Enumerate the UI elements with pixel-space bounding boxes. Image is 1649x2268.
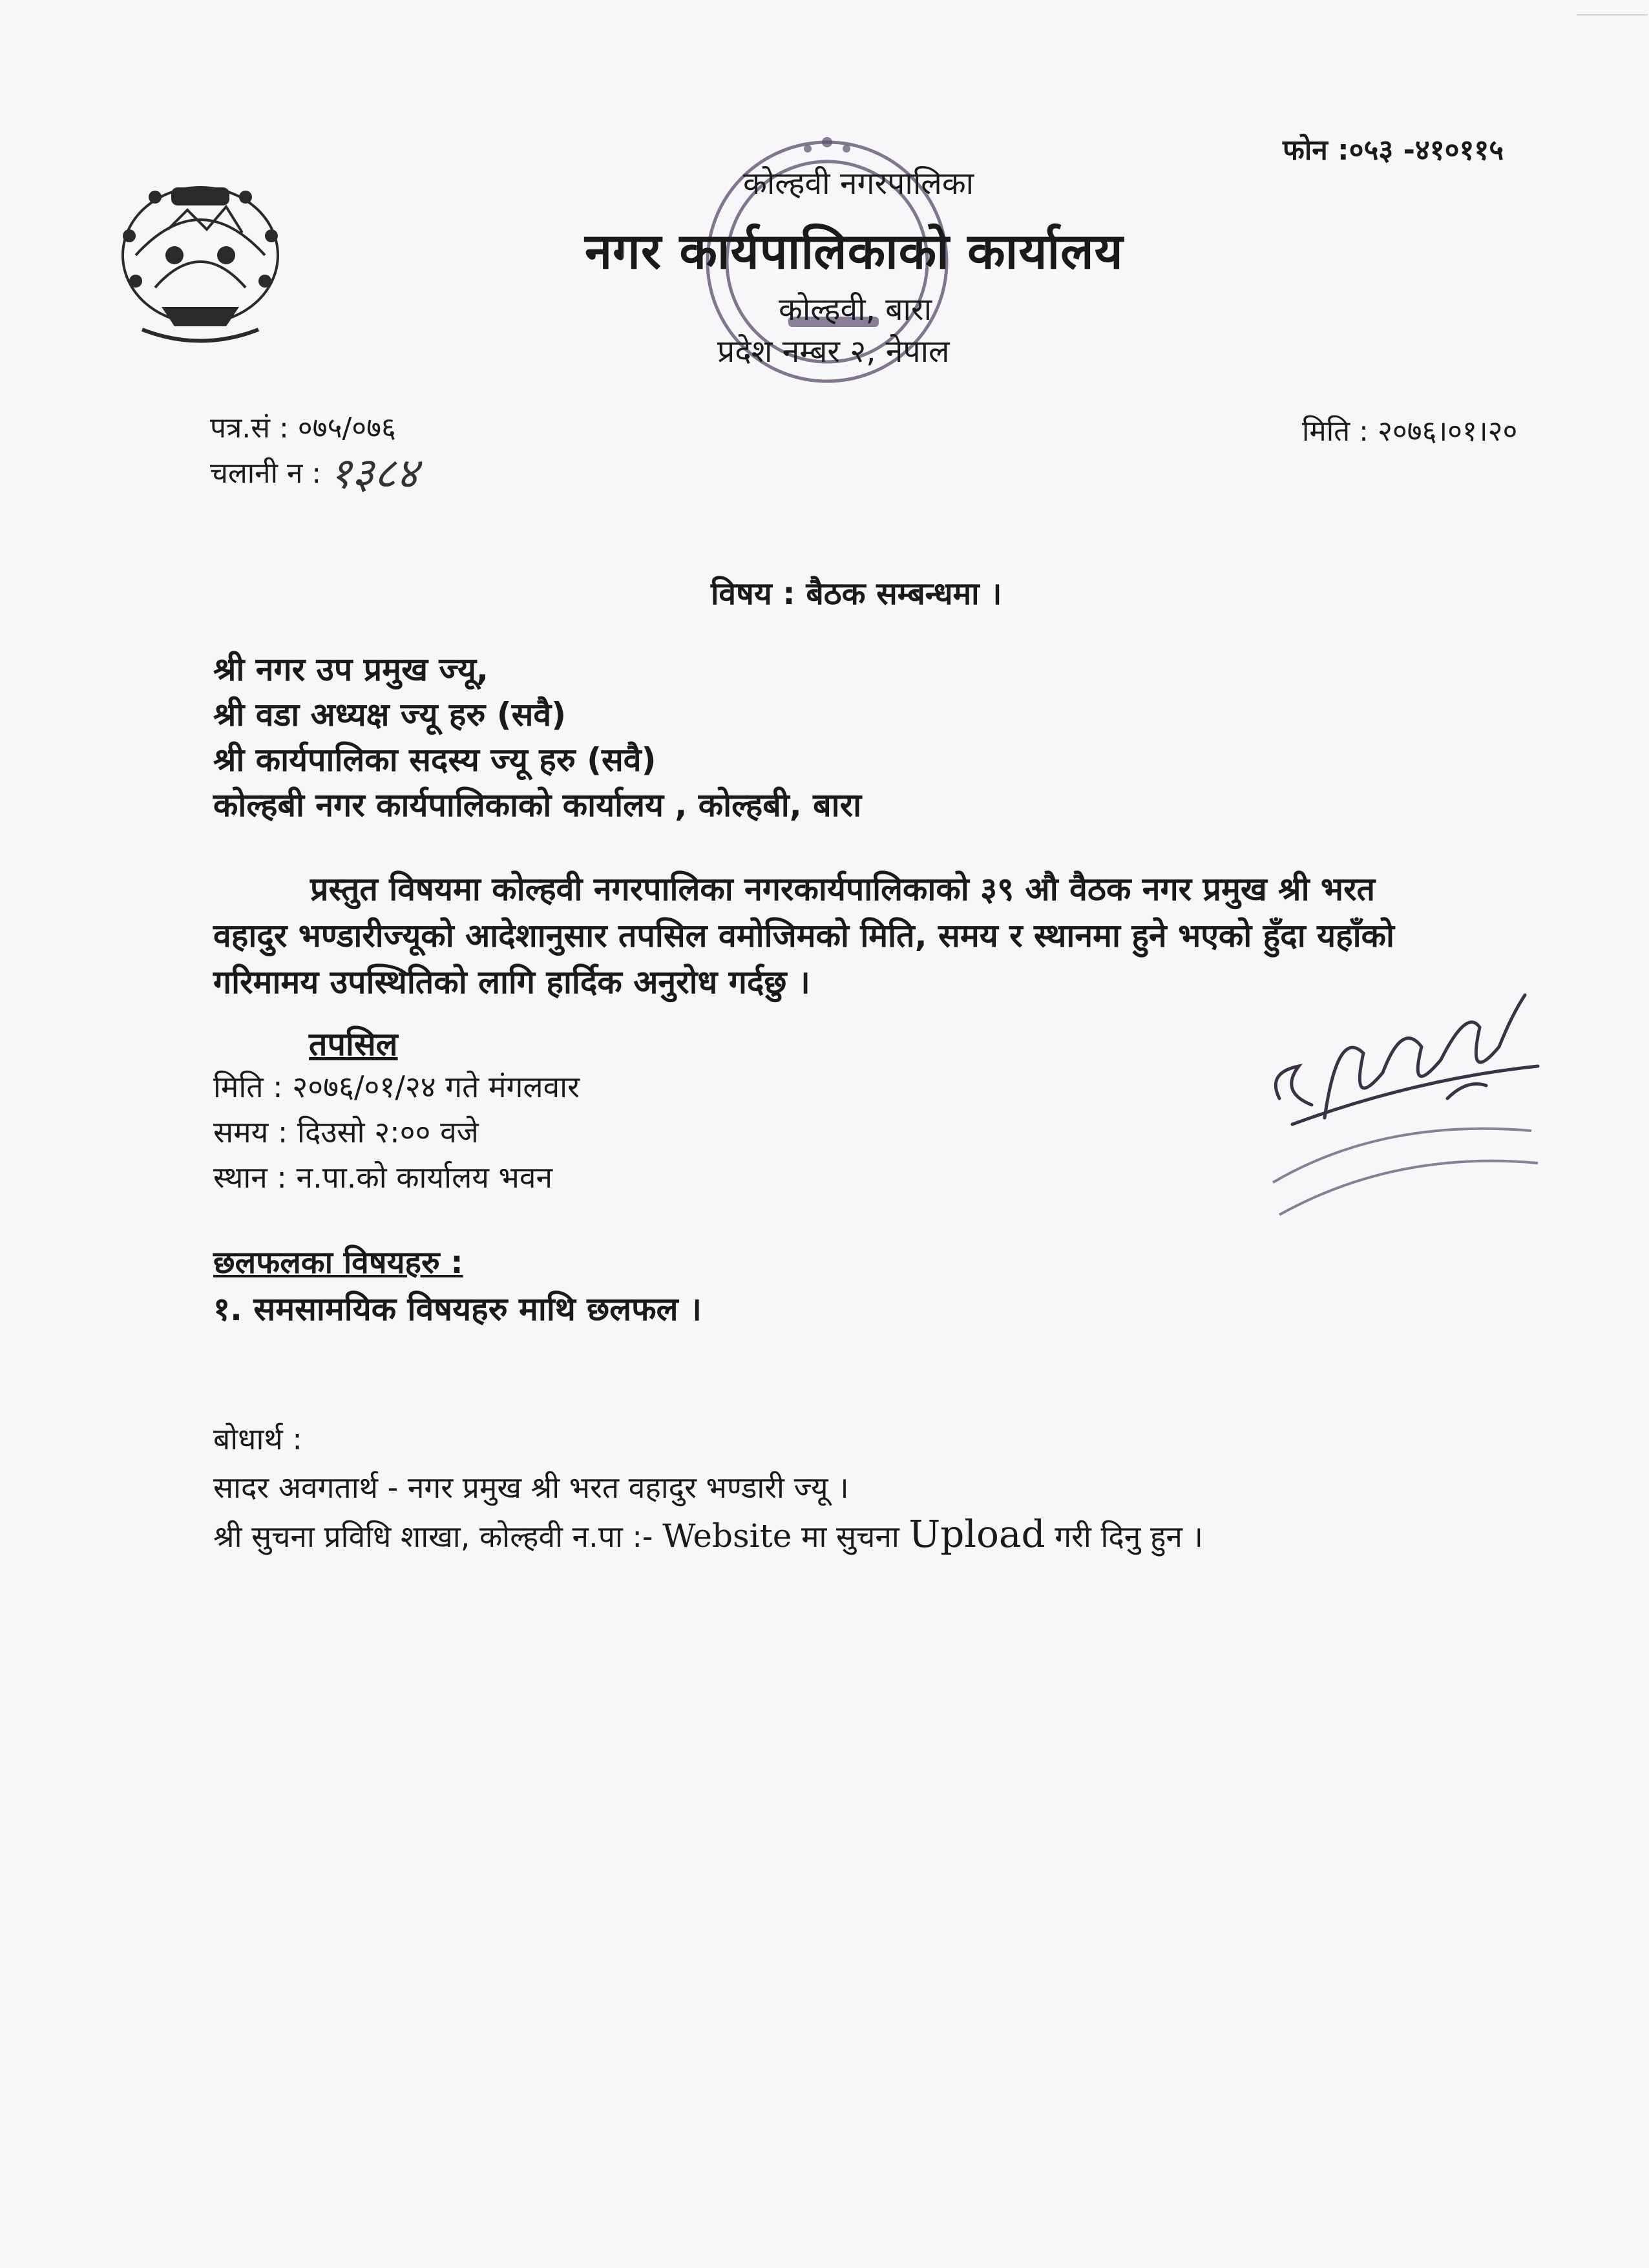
cc-line-it-section [213, 1512, 1203, 1556]
body-line: वहादुर भण्डारीज्यूको आदेशानुसार तपसिल वमोजिमको मिति, समय र स्थानमा हुने भएको हुँदा यहाँको [213, 917, 1394, 954]
topics-heading: छलफलका विषयहरु : [213, 1244, 463, 1281]
reference-number: पत्र.सं : ०७५/०७६ [210, 412, 396, 445]
info-label: बोधार्थ : [213, 1422, 302, 1456]
cc-line-mayor: सादर अवगतार्थ - नगर प्रमुख श्री भरत वहादुर भण्डारी ज्यू । [213, 1470, 849, 1505]
addressee-line: श्री कार्यपालिका सदस्य ज्यू हरु (सवै) [213, 741, 656, 779]
addressee-line: कोल्हबी नगर कार्यपालिकाको कार्यालय , कोल्हबी, बारा [213, 786, 862, 824]
dispatch-number-handwritten: १३८४ [330, 448, 419, 498]
office-title: नगर कार्यपालिकाको कार्यालय [585, 222, 1124, 280]
schedule-heading: तपसिल [309, 1025, 398, 1063]
nepal-government-emblem [97, 158, 304, 352]
topic-item: १. समसामयिक विषयहरु माथि छलफल । [213, 1290, 702, 1328]
signature-with-stamp [1254, 969, 1551, 1241]
schedule-date: मिति : २०७६/०१/२४ गते मंगलवार [213, 1069, 580, 1104]
cc-text-upload: Upload [909, 1512, 1045, 1556]
cc-text: गरी दिनु हुन । [1045, 1519, 1203, 1554]
municipality-name: कोल्हवी नगरपालिका [743, 165, 974, 202]
page-edge-line [1577, 14, 1648, 16]
addressee-line: श्री वडा अध्यक्ष ज्यू हरु (सवै) [213, 696, 567, 733]
letter-subject: विषय : बैठक सम्बन्धमा । [711, 576, 1002, 612]
body-paragraph [213, 866, 1544, 1005]
cc-text: श्री सुचना प्रविधि शाखा, कोल्हवी न.पा :- [213, 1519, 663, 1554]
body-line: प्रस्तुत विषयमा कोल्हवी नगरपालिका नगरकार्यपालिकाको ३९ औ वैठक नगर प्रमुख श्री भरत [310, 870, 1376, 908]
schedule-place: स्थान : न.पा.को कार्यालय भवन [213, 1160, 553, 1195]
dispatch-label: चलानी न : [210, 457, 322, 490]
addressee-line: श्री नगर उप प्रमुख ज्यू, [213, 651, 488, 688]
phone-number: फोन :०५३ -४१०११५ [1283, 134, 1504, 167]
body-line: गरिमामय उपस्थितिको लागि हार्दिक अनुरोध गर्दछु । [213, 963, 810, 1001]
schedule-time: समय : दिउसो २:०० वजे [213, 1115, 479, 1150]
cc-text-website: Website [662, 1517, 792, 1555]
letter-date: मिति : २०७६।०१।२० [1302, 415, 1518, 448]
cc-text: मा सुचना [792, 1519, 909, 1554]
office-address-line1: कोल्हवी, बारा [779, 291, 932, 328]
office-address-line2: प्रदेश नम्बर २, नेपाल [717, 333, 950, 370]
